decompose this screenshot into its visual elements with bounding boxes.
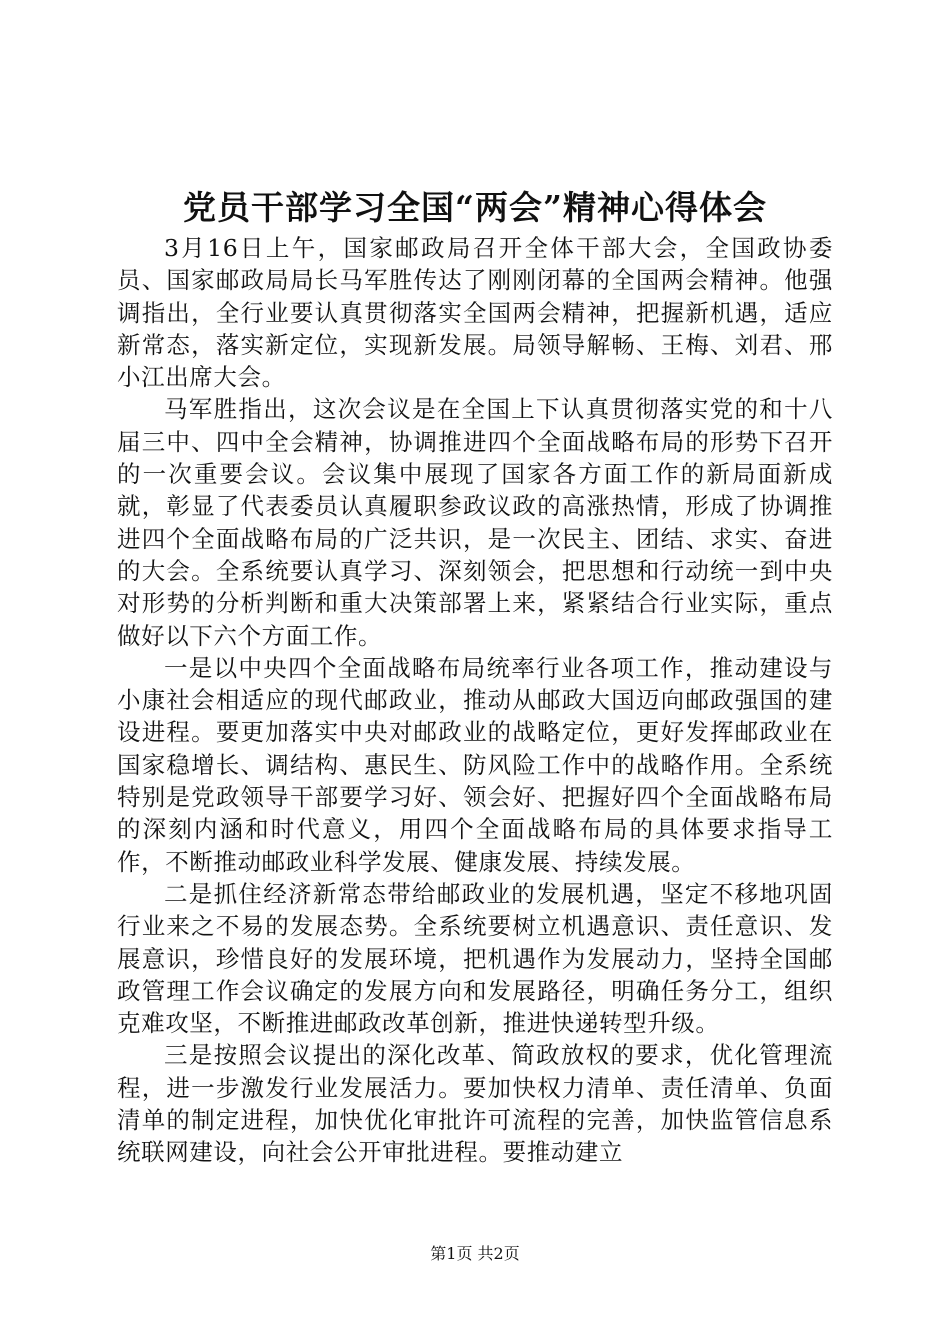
paragraph: 二是抓住经济新常态带给邮政业的发展机遇，坚定不移地巩固行业来之不易的发展态势。全系统要树立机遇意识、责任意识、发展意识，珍惜良好的发展环境，把机遇作为发展动力，坚持全国邮政管理工作会议确定的发展方向和发展路径，明确任务分工，组织克难攻坚，不断推进邮政改革创新，推进快递转型升级。 <box>117 879 833 1038</box>
paragraph: 三是按照会议提出的深化改革、简政放权的要求，优化管理流程，进一步激发行业发展活力。要加快权力清单、责任清单、负面清单的制定进程，加快优化审批许可流程的完善，加快监管信息系统联网建设，向社会公开审批进程。要推动建立 <box>117 1041 833 1167</box>
paragraph: 马军胜指出，这次会议是在全国上下认真贯彻落实党的和十八届三中、四中全会精神，协调推进四个全面战略布局的形势下召开的一次重要会议。会议集中展现了国家各方面工作的新局面新成就，彰显了代表委员认真履职参政议政的高涨热情，形成了协调推进四个全面战略布局的广泛共识，是一次民主、团结、求实、奋进的大会。全系统要认真学习、深刻领会，把思想和行动统一到中央对形势的分析判断和重大决策部署上来，紧紧结合行业实际，重点做好以下六个方面工作。 <box>117 395 833 650</box>
paragraph: 3月16日上午，国家邮政局召开全体干部大会，全国政协委员、国家邮政局局长马军胜传达了刚刚闭幕的全国两会精神。他强调指出，全行业要认真贯彻落实全国两会精神，把握新机遇，适应新常态，落实新定位，实现新发展。局领导解畅、王梅、刘君、邢小江出席大会。 <box>117 234 833 392</box>
page-footer: 第1页 共2页 <box>430 1244 520 1263</box>
paragraph: 一是以中央四个全面战略布局统率行业各项工作，推动建设与小康社会相适应的现代邮政业，推动从邮政大国迈向邮政强国的建设进程。要更加落实中央对邮政业的战略定位，更好发挥邮政业在国家稳增长、调结构、惠民生、防风险工作中的战略作用。全系统特别是党政领导干部要学习好、领会好、把握好四个全面战略布局的深刻内涵和时代意义，用四个全面战略布局的具体要求指导工作，不断推动邮政业科学发展、健康发展、持续发展。 <box>117 653 833 876</box>
document-body <box>117 232 833 1169</box>
document-title: 党员干部学习全国“两会”精神心得体会 <box>183 188 767 227</box>
